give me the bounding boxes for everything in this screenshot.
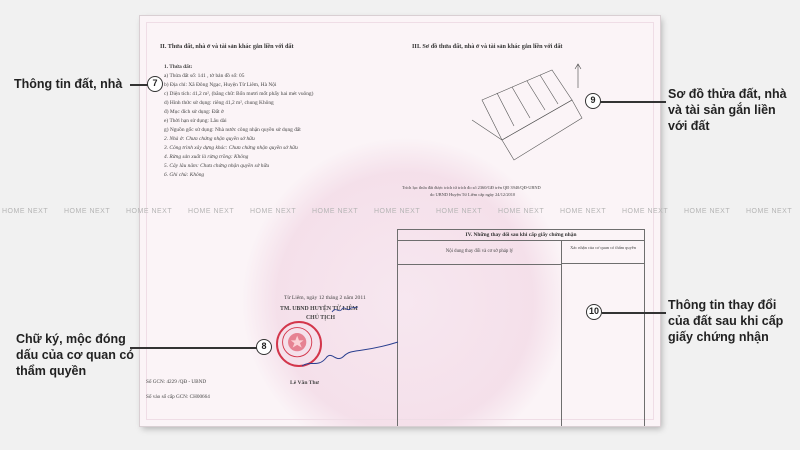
annotation-7-badge: 7	[147, 76, 163, 92]
construction-info: 3. Công trình xây dựng khác: Chưa chứng nhận quyền sở hữu	[164, 145, 298, 151]
map-note-2: do UBND Huyện Từ Liêm cấp ngày 24/12/2010	[430, 192, 516, 197]
land-use-purpose: đ) Mục đích sử dụng: Đất ở	[164, 109, 224, 115]
land-use-term: e) Thời hạn sử dụng: Lâu dài	[164, 118, 227, 124]
land-use-form: d) Hình thức sử dụng: riêng 41,2 m², chung Không	[164, 100, 274, 106]
watermark-logo: HOME NEXT	[312, 208, 359, 215]
changes-table-divider	[561, 264, 562, 426]
watermark-logo: HOME NEXT	[64, 208, 111, 215]
watermark-logo: HOME NEXT	[560, 208, 607, 215]
certificate-code: Số GCN: 4229 /QĐ - UBND	[146, 379, 207, 385]
watermark-logo: HOME NEXT	[498, 208, 545, 215]
house-info: 2. Nhà ở: Chưa chứng nhận quyền sở hữu	[164, 136, 255, 142]
annotation-9-line	[600, 101, 666, 103]
annotation-8-line	[130, 347, 258, 349]
section-4-title: IV. Những thay đổi sau khi cấp giấy chứng nhận	[398, 230, 644, 241]
watermark-logo: HOME NEXT	[622, 208, 669, 215]
annotation-10-label: Thông tin thay đổi của đất sau khi cấp giấy chứng nhận	[668, 298, 784, 344]
annotation-9-badge: 9	[585, 93, 601, 109]
changes-table-col-confirm: Xác nhận của cơ quan có thẩm quyền	[562, 240, 644, 264]
watermark-logo: HOME NEXT	[188, 208, 235, 215]
note-info: 6. Ghi chú: Không	[164, 172, 205, 178]
sign-role: CHỦ TỊCH	[306, 315, 336, 321]
annotation-8-label: Chữ ký, mộc đóng dấu của cơ quan có thẩm quyền	[16, 332, 134, 378]
sign-date: Từ Liêm, ngày 12 tháng 2 năm 2011	[284, 295, 366, 301]
annotation-8-badge: 8	[256, 339, 272, 355]
watermark-logo: HOME NEXT	[436, 208, 483, 215]
certificate-register-number: Số vào sổ cấp GCN: CH00664	[146, 394, 210, 400]
north-arrow-icon	[575, 64, 581, 88]
land-address: b) Địa chỉ: Xã Đông Ngạc, Huyện Từ Liêm, Hà Nội	[164, 82, 277, 88]
land-heading: 1. Thửa đất:	[164, 64, 193, 70]
watermark-logo: HOME NEXT	[684, 208, 731, 215]
land-certificate-document	[140, 16, 660, 426]
map-note-1: Trích lục thửa đất được trích từ trích đo số 2360/GĐ trên QĐ 3940/QĐ-UBND	[402, 185, 541, 190]
land-parcel-number: a) Thửa đất số: 141 , tờ bản đồ số: 05	[164, 73, 245, 79]
signature-icon	[300, 338, 400, 372]
forest-info: 4. Rừng sản xuất là rừng trồng: Không	[164, 154, 249, 160]
watermark-logo: HOME NEXT	[126, 208, 173, 215]
sign-organization: TM. UBND HUYỆN TỪ LIÊM	[280, 306, 358, 312]
annotation-7-line	[130, 84, 148, 86]
section-3-title: III. Sơ đồ thửa đất, nhà ở và tài sản khác gắn liền với đất	[412, 43, 563, 50]
annotation-10-line	[602, 312, 666, 314]
land-area: c) Diện tích: 41,2 m², (bằng chữ: Bốn mươi mốt phẩy hai mét vuông)	[164, 91, 314, 97]
annotation-10-badge: 10	[586, 304, 602, 320]
changes-table-col-content: Nội dung thay đổi và cơ sở pháp lý	[398, 240, 562, 265]
watermark-logo: HOME NEXT	[746, 208, 793, 215]
parcel-map	[442, 60, 592, 180]
changes-table	[397, 229, 645, 426]
initial-signature-icon	[330, 304, 360, 316]
land-use-origin: g) Nguồn gốc sử dụng: Nhà nước công nhận quyền sử dụng đất	[164, 127, 301, 133]
watermark-logo: HOME NEXT	[2, 208, 49, 215]
annotation-7-label: Thông tin đất, nhà	[14, 77, 123, 91]
parcel-diagram	[472, 70, 582, 160]
watermark-logo: HOME NEXT	[250, 208, 297, 215]
perennial-tree-info: 5. Cây lâu năm: Chưa chứng nhận quyền sở hữu	[164, 163, 270, 169]
section-2-title: II. Thửa đất, nhà ở và tài sản khác gắn liền với đất	[160, 43, 294, 50]
annotation-9-label: Sơ đồ thửa đất, nhà và tài sản gắn liền với đất	[668, 87, 787, 133]
signer-name: Lê Văn Thư	[290, 380, 319, 386]
watermark-logo: HOME NEXT	[374, 208, 421, 215]
